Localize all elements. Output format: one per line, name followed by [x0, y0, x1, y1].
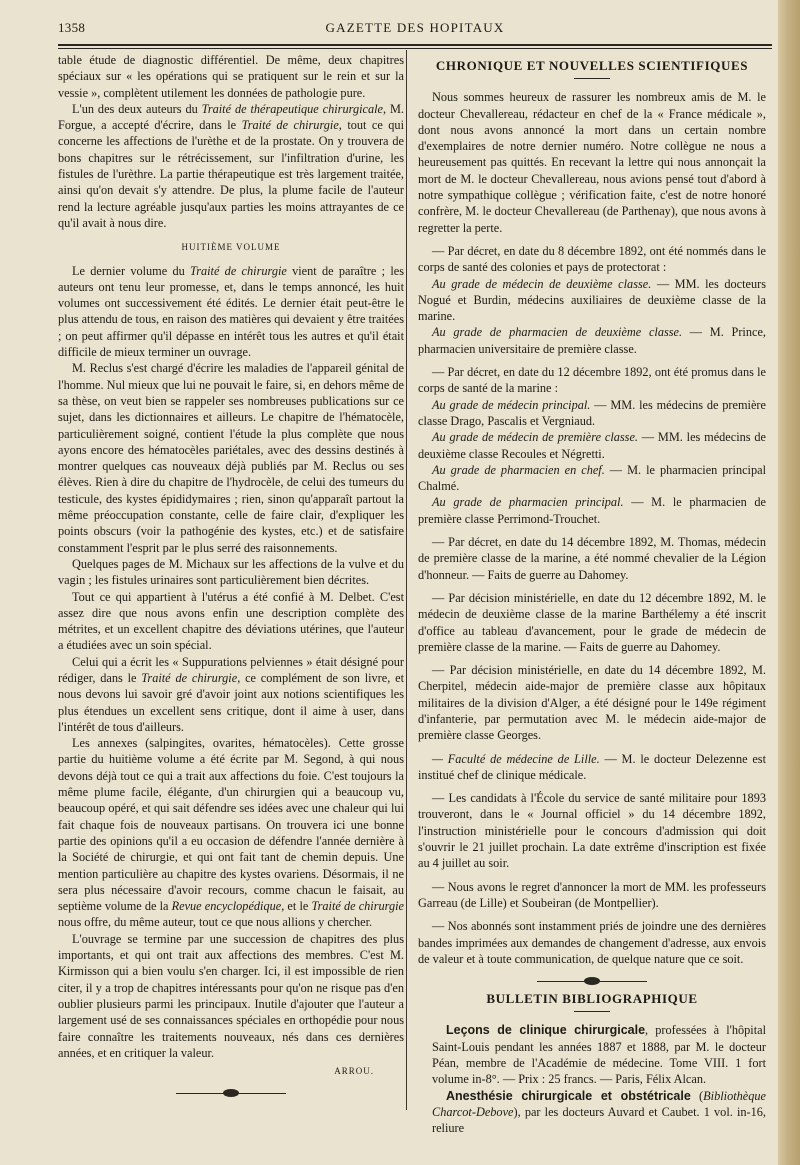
text-run: nous offre, du même auteur, tout ce que nous allions y chercher.	[58, 915, 373, 930]
paragraph: — Par décret, en date du 8 décembre 1892, ont été nommés dans le corps de santé des colonies et pays de protectorat :	[418, 243, 766, 275]
paragraph	[418, 751, 766, 784]
paragraph	[58, 101, 404, 231]
paragraph: — Par décision ministérielle, en date du 12 décembre 1892, M. le médecin de deuxième classe de la marine Barthélemy a été inscrit d'office au tableau d'avancement, pour le grade de médecin de première classe de la marine. — Faits de guerre au Dahomey.	[418, 590, 766, 654]
grade-title: Au grade de pharmacien de deuxième classe.	[432, 325, 683, 340]
text-run: — M. le pharmacien principal Chalmé.	[418, 462, 766, 494]
title-rule	[574, 78, 610, 79]
text-run: vient de paraître ; les auteurs ont tenu leur promesse, et, dans le temps annoncé, les huit volumes ont successivement été édités. Le dernier était peut-être le plus attendu de tous, en raison des matières qui devaient y être traitées ; on peut affirmer qu'il dépasse en intérêt tous les autres et qu'il était difficile de mieux terminer un ouvrage.	[58, 263, 404, 360]
paragraph	[418, 462, 766, 495]
text-run: — M. le pharmacien de première classe Perrimond-Trouchet.	[418, 495, 767, 526]
paragraph	[58, 654, 404, 735]
text-run: — M. Prince, pharmacien universitaire de première classe.	[418, 325, 766, 356]
grade-title: Au grade de médecin de première classe.	[432, 430, 638, 445]
journal-title: GAZETTE DES HOPITAUX	[325, 20, 505, 35]
text-run: — MM. les médecins de première classe Drago, Pascalis et Vergniaud.	[418, 397, 766, 428]
faculty-title: — Faculté de médecine de Lille.	[432, 751, 600, 766]
subheading: HUITIÈME VOLUME	[181, 242, 281, 253]
text-run: ), par les docteurs Auvard et Caubet. 1 vol. in-16, reliure	[432, 1104, 766, 1136]
left-column	[58, 52, 404, 1101]
section-end-ornament	[537, 977, 647, 985]
text-run: Celui qui a écrit les « Suppurations pelviennes » était désigné pour rédiger, dans le	[58, 654, 404, 685]
grade-title: Au grade de médecin de deuxième classe.	[432, 276, 652, 291]
page-edge-shadow	[778, 0, 800, 1165]
paragraph: Tout ce qui appartient à l'utérus a été confié à M. Delbet. C'est assez dire que nous avons enfin une description complète des métrites, et un excellent chapitre des déviations utérines, que l'auteur a étudiées avec un soin spécial.	[58, 589, 404, 653]
grade-title: Au grade de médecin principal.	[432, 397, 591, 412]
bibliography-entry	[418, 1088, 766, 1137]
paragraph	[58, 735, 404, 931]
paragraph	[418, 276, 766, 325]
book-title: Traité de thérapeutique chirurgicale	[201, 101, 383, 116]
journal-reference: Revue encyclopédique	[171, 899, 282, 914]
paragraph: — Par décret, en date du 12 décembre 1892, ont été promus dans le corps de santé de la marine :	[418, 365, 766, 396]
header-rule-thin	[58, 48, 772, 49]
text-run: — MM. les docteurs Nogué et Burdin, médecins auxiliaires de deuxième classe de la marine.	[418, 276, 766, 324]
paragraph: M. Reclus s'est chargé d'écrire les maladies de l'appareil génital de l'homme. Nul mieux que lui ne pouvait le faire, si, en dehors même de sa thèse, on veut bien se rappeler ses nombreuses publications sur ce sujet, dans les dictionnaires et ailleurs. Le chapitre de l'hématocèle, particulièrement soigné, contient l'étude la plus complète que nous ayons encore des hématocèles pariétales, avec des dessins destinés à montrer quelques cas nouveaux déjà publiés par M. Reclus ou ses élèves. Rien à dire du chapitre de l'hydrocèle, de celui des tumeurs du testicule, des kystes épididymaires ; rien, sinon qu'apparaît partout la même préoccupation constante, celle de faire clair, d'expliquer les points obscurs (voir la pathogénie des kystes, etc.) et de satisfaire constamment l'esprit par le plus serré des raisonnements.	[58, 361, 404, 555]
page-header	[58, 18, 772, 40]
text-run: , M. Forgue, a accepté d'écrire, dans le	[58, 101, 404, 133]
text-run: Les annexes (salpingites, ovarites, hématocèles). Cette grosse partie du huitième volume a été écrite par M. Segond, à qui nous devons déjà tout ce qui a trait aux affections du foie. C'est toujours la même plume facile, élégante, d'un chirurgien qui a beaucoup vu, beaucoup opéré, et qui sait défendre ses idées avec une chaleur qui lui fait chaque fois de nouveaux partisans. On trouvera ici une bonne partie des opinions qu'il a eu occasion de défendre l'année dernière à la Société de chirurgie, et qui ont fait tant de chemin depuis. Une mention particulière au chapitre des kystes ovariens. Désormais, il ne sera plus nécessaire d'avoir recours, comme chacun le faisait, au septième volume de la	[58, 736, 404, 914]
entry-title: Anesthésie chirurgicale et obstétricale	[446, 1088, 691, 1103]
paragraph: — Les candidats à l'École du service de santé militaire pour 1893 trouveront, dans le « Journal officiel » du 14 décembre 1892, l'instruction ministérielle pour le concours d'admission qui doit s'ouvrir le 21 juillet prochain. La date extrême d'inscription est fixée au 4 juillet au soir.	[418, 791, 766, 871]
paragraph	[418, 324, 766, 357]
paragraph: Quelques pages de M. Michaux sur les affections de la vulve et du vagin ; les fistules urinaires sont particulièrement bien décrites.	[58, 556, 404, 588]
entry-title: Leçons de clinique chirurgicale	[446, 1023, 646, 1038]
text-run: L'un des deux auteurs du	[72, 101, 202, 116]
author-signature: ARROU.	[334, 1066, 374, 1077]
text-run: , professées à l'hôpital Saint-Louis pendant les années 1887 et 1888, par M. le docteur Péan, membre de l'Académie de médecine. Tome VIII. 1 fort volume in-8°. — Prix : 25 francs. — Paris, Félix Alcan.	[432, 1023, 766, 1087]
paragraph: — Nos abonnés sont instamment priés de joindre une des dernières bandes imprimées aux demandes de changement d'adresse, aux envois de valeur et à toute communication, de quelque nature que ce soit.	[418, 919, 766, 966]
book-title: Traité de chirurgie	[190, 263, 287, 278]
text-run: (	[690, 1088, 704, 1103]
book-title: Traité de chirurgie	[311, 899, 405, 914]
series-title: Bibliothèque Charcot-Debove	[432, 1088, 766, 1119]
right-column	[418, 52, 766, 1137]
text-run: , tout ce qui concerne les affections de l'urèthe et de la prostate. On y trouvera de bons chapitres sur le rétrécissement, sur l'infiltration d'urine, les fistules de l'urèthre. La partie thérapeutique est très largement traitée, ainsi qu'on devait s'y attendre. De plus, la plume facile de l'auteur rend la lecture agréable jusqu'aux parties les moins attrayantes de ce qu'il avait à nous dire.	[58, 118, 404, 230]
page-number: 1358	[58, 20, 86, 35]
text-run: Le dernier volume du	[72, 263, 191, 278]
text-run: — M. le docteur Delezenne est institué chef de clinique médicale.	[418, 751, 766, 782]
paragraph: Nous sommes heureux de rassurer les nombreux amis de M. le docteur Chevallereau, rédacteur en chef de la « France médicale », dont nous avons annoncé la mort dans un certain nombre d'exemplaires de notre dernier numéro. Notre collègue ne nous a heureusement pas quittés. En recevant la lettre qui nous annonçait la mort de M. le docteur Chevallereau, nous avions pensé tout d'abord à notre sympathique collègue ; vérification faite, c'est de notre honoré confrère, M. le docteur Chevallereau (de Parthenay), que nous avons à regretter la perte.	[418, 90, 766, 235]
paragraph: — Nous avons le regret d'annoncer la mort de MM. les professeurs Garreau (de Lille) et Soubeiran (de Montpellier).	[418, 879, 766, 910]
paragraph	[418, 429, 766, 462]
paragraph	[418, 494, 766, 527]
section-end-ornament	[176, 1089, 286, 1097]
book-title: Traité de chirurgie	[241, 118, 339, 133]
paragraph: L'ouvrage se termine par une succession de chapitres des plus importants, et qui ont trait aux affections des membres. C'est M. Kirmisson qui a bien voulu s'en charger. Ici, il est impossible de rien citer, il y a trop de chapitres intéressants pour qu'on ne risque pas d'en oublier plusieurs parmi les principaux. Inutile d'ajouter que l'auteur a largement usé de ses connaissances spéciales en orthopédie pour nous faire connaître les traitements nouveaux, nés dans ces dernières années, et en critiquer la valeur.	[58, 931, 404, 1060]
paragraph	[418, 397, 766, 430]
text-run: , ce complément de son livre, et nous devons lui savoir gré d'avoir joint aux notions scientifiques les plus étendues un excellent sens critique, dont il aime à user, dans l'intérêt de tous d'ailleurs.	[58, 670, 404, 734]
column-divider	[406, 50, 407, 1110]
paragraph: — Par décision ministérielle, en date du 14 décembre 1892, M. Cherpitel, médecin aide-major de première classe aux hôpitaux militaires de la division d'Alger, a été désigné pour le 149e régiment d'infanterie, par permutation avec M. le médecin aide-major de première classe Georges.	[418, 663, 766, 743]
title-rule	[574, 1011, 610, 1012]
grade-title: Au grade de pharmacien en chef.	[432, 462, 605, 477]
book-title: Traité de chirurgie	[141, 670, 238, 685]
header-rule-thick	[58, 44, 772, 46]
paragraph	[58, 263, 404, 361]
section-title: CHRONIQUE ET NOUVELLES SCIENTIFIQUES	[435, 58, 749, 73]
paragraph: — Par décret, en date du 14 décembre 1892, M. Thomas, médecin de première classe de la marine, a été nommé chevalier de la Légion d'honneur. — Faits de guerre au Dahomey.	[418, 535, 766, 582]
section-title: BULLETIN BIBLIOGRAPHIQUE	[486, 991, 698, 1007]
grade-title: Au grade de pharmacien principal.	[432, 495, 624, 510]
text-run: — MM. les médecins de deuxième classe Recoules et Négretti.	[418, 430, 766, 461]
text-run: , et le	[281, 899, 312, 914]
paragraph: table étude de diagnostic différentiel. De même, deux chapitres spéciaux sur « les opérations qui se pratiquent sur le rein et sur la vessie », complètent utilement les données de pathologie pure.	[58, 53, 404, 100]
bibliography-entry	[418, 1022, 766, 1087]
